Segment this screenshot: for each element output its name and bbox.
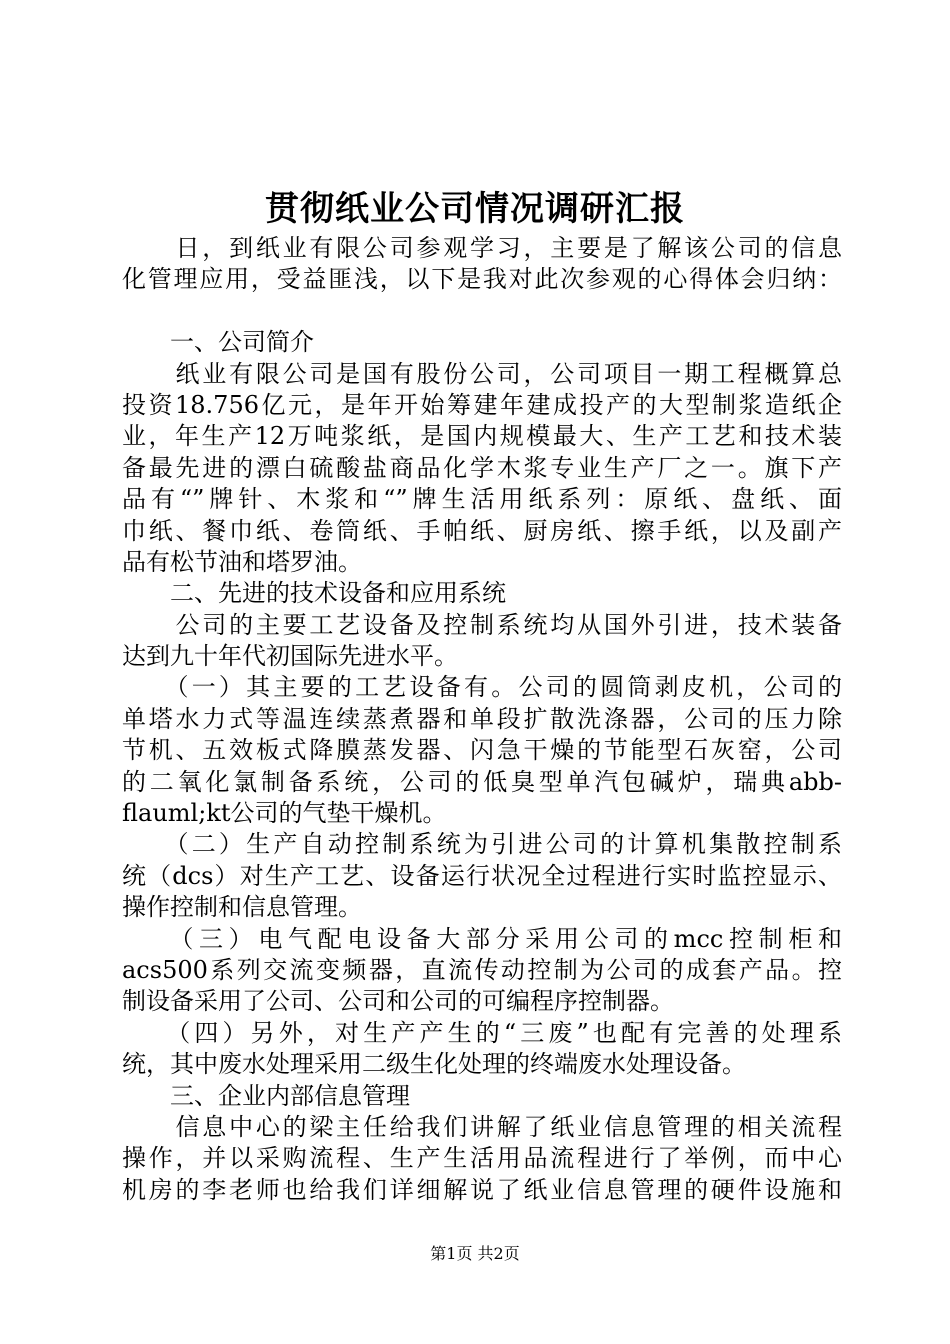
body-line: 业，年生产12万吨浆纸，是国内规模最大、生产工艺和技术装 bbox=[122, 422, 842, 451]
body-line: （二）生产自动控制系统为引进公司的计算机集散控制系 bbox=[122, 830, 842, 859]
body-line: 投资18.756亿元，是年开始筹建年建成投产的大型制浆造纸企 bbox=[122, 390, 842, 419]
body-line: 单塔水力式等温连续蒸煮器和单段扩散洗涤器，公司的压力除 bbox=[122, 704, 842, 733]
body-line: （四）另外，对生产产生的“三废”也配有完善的处理系 bbox=[122, 1018, 842, 1047]
body-line: 品有松节油和塔罗油。 bbox=[122, 547, 362, 576]
body-line: 纸业有限公司是国有股份公司，公司项目一期工程概算总 bbox=[122, 359, 842, 388]
body-line: 操作控制和信息管理。 bbox=[122, 893, 362, 922]
body-line: acs500系列交流变频器，直流传动控制为公司的成套产品。控 bbox=[122, 955, 842, 984]
body-line: 公司的主要工艺设备及控制系统均从国外引进，技术装备 bbox=[122, 610, 842, 639]
body-line: flauml;kt公司的气垫干燥机。 bbox=[122, 799, 447, 828]
body-line: 达到九十年代初国际先进水平。 bbox=[122, 642, 458, 671]
body-line: 品有“”牌针、木浆和“”牌生活用纸系列：原纸、盘纸、面 bbox=[122, 485, 842, 514]
body-line: 二、先进的技术设备和应用系统 bbox=[122, 579, 506, 608]
blank-line bbox=[122, 296, 842, 327]
body-line: 三、企业内部信息管理 bbox=[122, 1081, 410, 1110]
body-line: 备最先进的漂白硫酸盐商品化学木浆专业生产厂之一。旗下产 bbox=[122, 453, 842, 482]
body-line: （一）其主要的工艺设备有。公司的圆筒剥皮机，公司的 bbox=[122, 673, 842, 702]
body-line: 节机、五效板式降膜蒸发器、闪急干燥的节能型石灰窑，公司 bbox=[122, 736, 842, 765]
body-line: 统（dcs）对生产工艺、设备运行状况全过程进行实时监控显示、 bbox=[122, 861, 842, 890]
page-footer: 第1页 共2页 bbox=[430, 1244, 520, 1263]
body-line: 日，到纸业有限公司参观学习，主要是了解该公司的信息 bbox=[122, 234, 842, 262]
body-line: 制设备采用了公司、公司和公司的可编程序控制器。 bbox=[122, 987, 674, 1016]
body-line: 信息中心的梁主任给我们讲解了纸业信息管理的相关流程 bbox=[122, 1112, 842, 1141]
document-title: 贯彻纸业公司情况调研汇报 bbox=[265, 189, 685, 229]
body-line: 化管理应用，受益匪浅，以下是我对此次参观的心得体会归纳： bbox=[122, 265, 842, 294]
body-line: 操作，并以采购流程、生产生活用品流程进行了举例，而中心 bbox=[122, 1144, 842, 1173]
body-line: 机房的李老师也给我们详细解说了纸业信息管理的硬件设施和 bbox=[122, 1175, 842, 1204]
body-line: 一、公司简介 bbox=[122, 328, 314, 357]
document-body bbox=[122, 233, 842, 1206]
body-line: （三）电气配电设备大部分采用公司的mcc控制柜和 bbox=[122, 924, 842, 953]
body-line: 巾纸、餐巾纸、卷筒纸、手帕纸、厨房纸、擦手纸，以及副产 bbox=[122, 516, 842, 545]
body-line: 的二氧化氯制备系统，公司的低臭型单汽包碱炉，瑞典abb- bbox=[122, 767, 842, 796]
body-line: 统，其中废水处理采用二级生化处理的终端废水处理设备。 bbox=[122, 1050, 746, 1079]
